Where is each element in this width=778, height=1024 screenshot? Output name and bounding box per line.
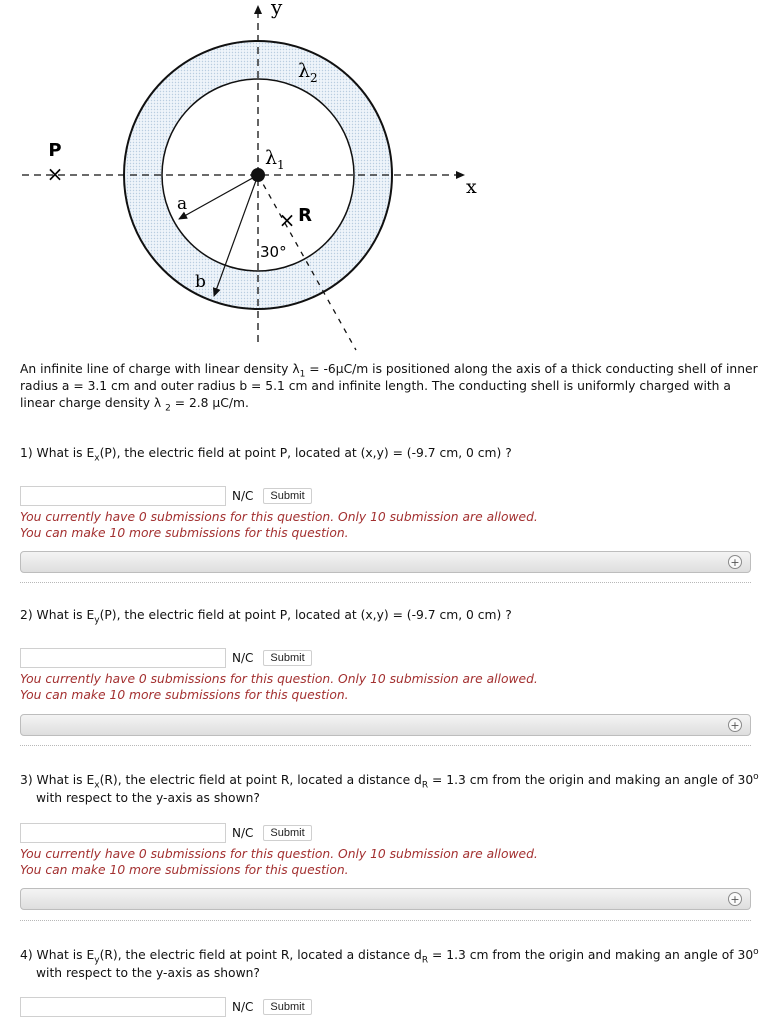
- point-p-marker: ×: [46, 162, 64, 186]
- label-lambda2: $\lambda_2$: [298, 60, 318, 85]
- question-1: 1) What is $E_x(P)$, the electric field at point P, located at (x,y) = (-9.7 cm, 0 cm) ?: [20, 446, 512, 464]
- label-p: P: [48, 140, 62, 161]
- unit-label-4: N/C: [232, 1000, 254, 1014]
- hint-bar-3[interactable]: [20, 888, 751, 910]
- submit-button-2[interactable]: Submit: [263, 650, 311, 666]
- divider: [20, 745, 751, 746]
- answer-input-4[interactable]: [20, 997, 226, 1017]
- unit-label-2: N/C: [232, 651, 254, 665]
- line-charge-dot: [251, 168, 265, 182]
- answer-input-1[interactable]: [20, 486, 226, 506]
- label-y: y: [271, 0, 283, 19]
- submission-notice-2: You currently have 0 submissions for this question. Only 10 submission are allowed. You can make 10 more submissions for this question.: [20, 672, 538, 702]
- unit-label-1: N/C: [232, 489, 254, 503]
- answer-row-4: [20, 995, 312, 1019]
- divider: [20, 582, 751, 583]
- answer-row-3: [20, 821, 312, 845]
- divider: [20, 920, 751, 921]
- question-2: 2) What is $E_y(P)$, the electric field at point P, located at (x,y) = (-9.7 cm, 0 cm) ?: [20, 608, 512, 626]
- question-4: 4) What is $E_y(R)$, the electric field at point R, located a distance $d_R = 1.3$ cm from the origin and making an angle of 30$^o$ with respect to the y-axis as shown?: [20, 946, 759, 980]
- submit-button-1[interactable]: Submit: [263, 488, 311, 504]
- unit-label-3: N/C: [232, 826, 254, 840]
- problem-statement: An infinite line of charge with linear density $\lambda_1 = -6\mu C/m$ is positioned along the axis of a thick conducting shell of inner radius a = 3.1 cm and outer radius b = 5.1 cm and infinite length. The conducting shell is uniformly charged with a linear charge density λ $_2$ = 2.8 μC/m.: [20, 362, 758, 414]
- submission-notice-3: You currently have 0 submissions for this question. Only 10 submission are allowed. You can make 10 more submissions for this question.: [20, 847, 538, 877]
- answer-input-2[interactable]: [20, 648, 226, 668]
- point-r-marker: ×: [278, 208, 296, 232]
- label-r: R: [298, 205, 312, 226]
- expand-plus-icon[interactable]: +: [728, 718, 742, 732]
- expand-plus-icon[interactable]: +: [728, 892, 742, 906]
- expand-plus-icon[interactable]: +: [728, 555, 742, 569]
- shell-diagram: [0, 0, 778, 352]
- label-a: a: [177, 194, 188, 214]
- submission-notice-1: You currently have 0 submissions for this question. Only 10 submission are allowed. You can make 10 more submissions for this question.: [20, 510, 538, 540]
- question-3: 3) What is $E_x(R)$, the electric field at point R, located a distance $d_R = 1.3$ cm from the origin and making an angle of 30$^o$ with respect to the y-axis as shown?: [20, 771, 759, 805]
- hint-bar-1[interactable]: [20, 551, 751, 573]
- answer-row-1: [20, 484, 312, 508]
- submit-button-4[interactable]: Submit: [263, 999, 311, 1015]
- label-angle: 30°: [260, 243, 287, 261]
- label-lambda1: $\lambda_1$: [265, 147, 285, 172]
- label-x: x: [466, 176, 477, 198]
- answer-row-2: [20, 646, 312, 670]
- label-b: b: [195, 272, 206, 292]
- answer-input-3[interactable]: [20, 823, 226, 843]
- hint-bar-2[interactable]: [20, 714, 751, 736]
- submit-button-3[interactable]: Submit: [263, 825, 311, 841]
